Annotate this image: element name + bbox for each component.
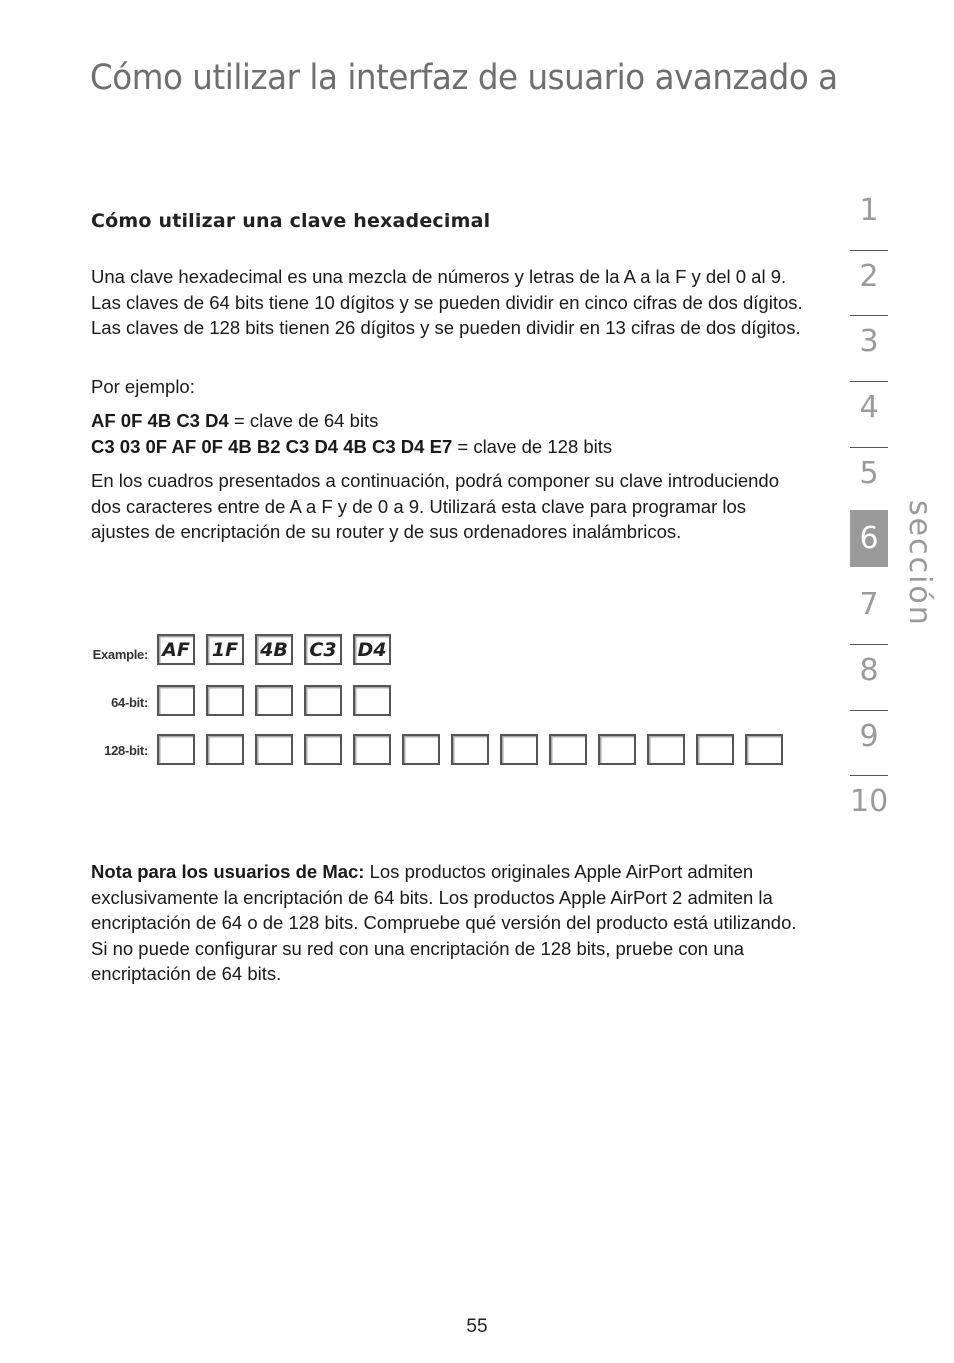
- example-box: D4: [353, 634, 391, 665]
- bit128-box[interactable]: [206, 734, 244, 765]
- section-nav-number: 5: [859, 455, 879, 491]
- example-box: 4B: [255, 634, 293, 665]
- section-nav-item-3[interactable]: [850, 316, 888, 382]
- section-nav-number: 10: [850, 784, 889, 820]
- key128-line: [91, 434, 806, 460]
- bit128-box[interactable]: [647, 734, 685, 765]
- bit64-box[interactable]: [304, 685, 342, 716]
- example-intro-text: Por ejemplo:: [91, 376, 195, 397]
- bit128-box[interactable]: [353, 734, 391, 765]
- section-label: sección: [902, 500, 937, 627]
- mac-note-line: [91, 859, 806, 987]
- page-number: 55: [466, 1316, 488, 1337]
- example-box: AF: [157, 634, 195, 665]
- section-nav-item-2[interactable]: [850, 251, 888, 317]
- section-nav-number: 3: [859, 324, 879, 360]
- example-box: C3: [304, 634, 342, 665]
- bit128-box[interactable]: [598, 734, 636, 765]
- hex-key-figure: [90, 632, 790, 772]
- example-row-label: Example:: [92, 647, 148, 662]
- bit128-box[interactable]: [157, 734, 195, 765]
- section-nav-number: 4: [859, 390, 879, 426]
- bit128-box[interactable]: [549, 734, 587, 765]
- section-nav-item-8[interactable]: [850, 645, 888, 711]
- section-nav-item-6[interactable]: [850, 513, 888, 579]
- mac-note-lead: Nota para los usuarios de Mac:: [91, 861, 365, 882]
- section-nav-item-9[interactable]: [850, 711, 888, 777]
- example-box: 1F: [206, 634, 244, 665]
- intro-text: Una clave hexadecimal es una mezcla de números y letras de la A a la F y del 0 al 9. Las claves de 64 bits tiene 10 dígitos y se pueden dividir en cinco cifras de dos dígitos. Las claves de 128 bits tienen 26 dígitos y se pueden dividir en 13 cifras de dos dígitos.: [91, 266, 803, 338]
- key64-desc: = clave de 64 bits: [228, 410, 379, 431]
- intro-paragraph: [91, 264, 806, 341]
- section-nav-item-10[interactable]: [850, 776, 888, 842]
- example-intro-paragraph: [91, 374, 806, 400]
- section-nav-number: 8: [859, 652, 879, 688]
- section-nav: [850, 185, 888, 842]
- bit64-box[interactable]: [157, 685, 195, 716]
- bit128-box[interactable]: [304, 734, 342, 765]
- section-nav-item-4[interactable]: [850, 382, 888, 448]
- bit128-box[interactable]: [500, 734, 538, 765]
- bit128-box[interactable]: [696, 734, 734, 765]
- section-nav-number: 9: [859, 718, 879, 754]
- bit64-box[interactable]: [206, 685, 244, 716]
- key128-value: C3 03 0F AF 0F 4B B2 C3 D4 4B C3 D4 E7: [91, 435, 453, 457]
- bit128-box[interactable]: [451, 734, 489, 765]
- section-heading: Cómo utilizar una clave hexadecimal: [91, 210, 491, 232]
- boxes-intro-paragraph: [91, 468, 806, 545]
- section-nav-number: 1: [859, 193, 879, 228]
- mac-note-paragraph: [91, 859, 806, 987]
- bit128-row-label: 128-bit:: [104, 743, 148, 758]
- bit64-row-label: 64-bit:: [111, 695, 148, 710]
- boxes-intro-text: En los cuadros presentados a continuación, podrá componer su clave introduciendo dos caracteres entre de A a F y de 0 a 9. Utilizará esta clave para programar los ajustes de encriptación de su router y de sus ordenadores inalámbricos.: [91, 470, 780, 542]
- section-nav-number: 2: [859, 258, 879, 294]
- section-nav-item-1[interactable]: [850, 185, 888, 251]
- section-nav-item-5[interactable]: [850, 448, 888, 514]
- bit64-box[interactable]: [255, 685, 293, 716]
- page-title: Cómo utilizar la interfaz de usuario avanzado a: [90, 58, 838, 98]
- section-nav-item-7[interactable]: [850, 579, 888, 645]
- bit128-box[interactable]: [402, 734, 440, 765]
- mac-note-text: Los productos originales Apple AirPort admiten exclusivamente la encriptación de 64 bits. Los productos Apple AirPort 2 admiten la encriptación de 64 o de 128 bits. Compruebe qué versión del producto está utilizando. Si no puede configurar su red con una encriptación de 128 bits, pruebe con una encriptación de 64 bits.: [91, 861, 797, 984]
- bit128-box[interactable]: [255, 734, 293, 765]
- bit64-box[interactable]: [353, 685, 391, 716]
- bit128-box[interactable]: [745, 734, 783, 765]
- key-examples: [91, 408, 806, 459]
- key128-desc: = clave de 128 bits: [452, 435, 613, 457]
- section-nav-number: 7: [859, 587, 879, 623]
- section-nav-number: 6: [850, 510, 888, 567]
- key64-value: AF 0F 4B C3 D4: [91, 410, 229, 431]
- key64-line: [91, 408, 806, 434]
